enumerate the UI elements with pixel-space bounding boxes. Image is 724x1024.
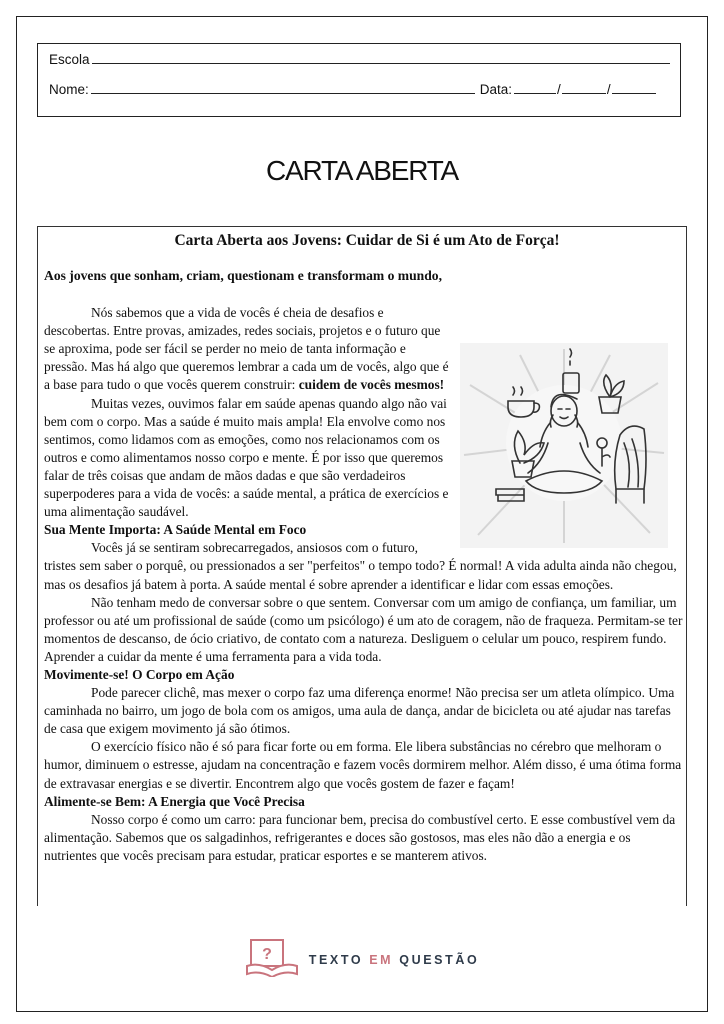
date-month-field[interactable] bbox=[562, 93, 606, 94]
name-date-line bbox=[49, 82, 656, 97]
date-day-field[interactable] bbox=[514, 93, 556, 94]
intro-paragraph-2: Muitas vezes, ouvimos falar em saúde apenas quando algo não vai bem com o corpo. Mas a saúde é muito mais ampla! Ela envolve como nos sentimos, como lidamos com as emoções, como nos relacionamos com os outros e como alimentamos nosso corpo e mente. É por isso que queremos falar de três coisas que andam de mãos dadas e que são verdadeiros superpoderes para a vida de vocês: a saúde mental, a prática de exercícios e uma alimentação saudável. bbox=[44, 395, 449, 520]
letter-greeting: Aos jovens que sonham, criam, questionam e transformam o mundo, bbox=[44, 268, 443, 283]
date-separator: / bbox=[557, 82, 561, 97]
exercise-paragraph-1: Pode parecer clichê, mas mexer o corpo faz uma diferença enorme! Não precisa ser um atleta olímpico. Uma caminhada no bairro, um jogo de bola com os amigos, uma aula de dança, andar de bicicleta ou até ajudar nas tarefas de casa que exigem movimento já são ótimos. bbox=[44, 685, 675, 737]
section-heading-exercise: Movimente-se! O Corpo em Ação bbox=[44, 666, 235, 682]
date-label: Data: bbox=[479, 82, 513, 97]
book-question-logo-icon bbox=[245, 939, 299, 982]
letter-body bbox=[44, 231, 684, 865]
name-field[interactable] bbox=[91, 93, 475, 94]
school-line bbox=[49, 52, 670, 67]
logo-mark: ? bbox=[261, 945, 272, 963]
student-header bbox=[37, 43, 681, 117]
intro-text: Nós sabemos que a vida de vocês é cheia de desafios e descobertas. Entre provas, amizades, redes sociais, projetos e o futuro que se aproxima, pode ser fácil se perder no meio de tanta informação e pressão. Mas há algo que queremos lembrar a cada um de vocês, algo que é a base para tudo o que vocês querem construir: bbox=[44, 305, 449, 393]
mental-health-paragraph-2: Não tenham medo de conversar sobre o que sentem. Conversar com um amigo de confiança, um familiar, um professor ou até um profissional de saúde (como um psicólogo) é um ato de coragem, não de fraqueza. Permitam-se ter momentos de descanso, de ócio criativo, de contato com a natureza. Desliguem o celular um pouco, respirem fundo. Aprender a cuidar da mente é uma ferramenta para a vida toda. bbox=[44, 594, 683, 664]
brand-footer bbox=[0, 940, 724, 980]
brand-word-texto: TEXTO bbox=[308, 953, 364, 967]
mental-health-paragraph-1: Vocês já se sentiram sobrecarregados, ansiosos com o futuro, tristes sem saber o porquê, ou pressionados a ser "perfeitos" o tempo todo? É normal! A vida adulta ainda não chegou, mas os desafios já batem à porta. A saúde mental é sobre aprender a identificar e lidar com essas emoções. bbox=[44, 540, 677, 592]
school-field[interactable] bbox=[92, 63, 670, 64]
exercise-paragraph-2: O exercício físico não é só para ficar forte ou em forma. Ele libera substâncias no cérebro que melhoram o humor, diminuem o estresse, ajudam na concentração e fazem vocês dormirem melhor. Além disso, é uma ótima forma de extravasar energias e se divertir. Encontrem algo que vocês gostem de fazer e façam! bbox=[44, 739, 682, 791]
frame-edge-mark bbox=[686, 290, 687, 304]
name-label: Nome: bbox=[49, 82, 89, 97]
date-year-field[interactable] bbox=[612, 93, 656, 94]
nutrition-paragraph-1: Nosso corpo é como um carro: para funcionar bem, precisa do combustível certo. E esse combustível vem da alimentação. Sabemos que os salgadinhos, refrigerantes e doces são gostosos, mas eles não dão a energia e os nutrientes que vocês precisam para estudar, praticar esportes e se manterem ativos. bbox=[44, 811, 676, 863]
brand-word-em: EM bbox=[369, 953, 394, 967]
section-heading-nutrition: Alimente-se Bem: A Energia que Você Precisa bbox=[44, 793, 305, 809]
brand-wordmark bbox=[309, 953, 480, 967]
letter-title: Carta Aberta aos Jovens: Cuidar de Si é um Ato de Força! bbox=[174, 232, 560, 249]
school-label: Escola bbox=[49, 52, 90, 67]
frame-edge-mark bbox=[686, 528, 687, 542]
section-heading-mental-health: Sua Mente Importa: A Saúde Mental em Foco bbox=[44, 522, 307, 538]
date-separator: / bbox=[606, 82, 611, 97]
intro-emphasis: cuidem de vocês mesmos! bbox=[298, 377, 445, 393]
page-title: CARTA ABERTA bbox=[265, 155, 459, 186]
meditation-illustration bbox=[460, 343, 668, 548]
brand-word-questao: QUESTÃO bbox=[399, 953, 480, 967]
